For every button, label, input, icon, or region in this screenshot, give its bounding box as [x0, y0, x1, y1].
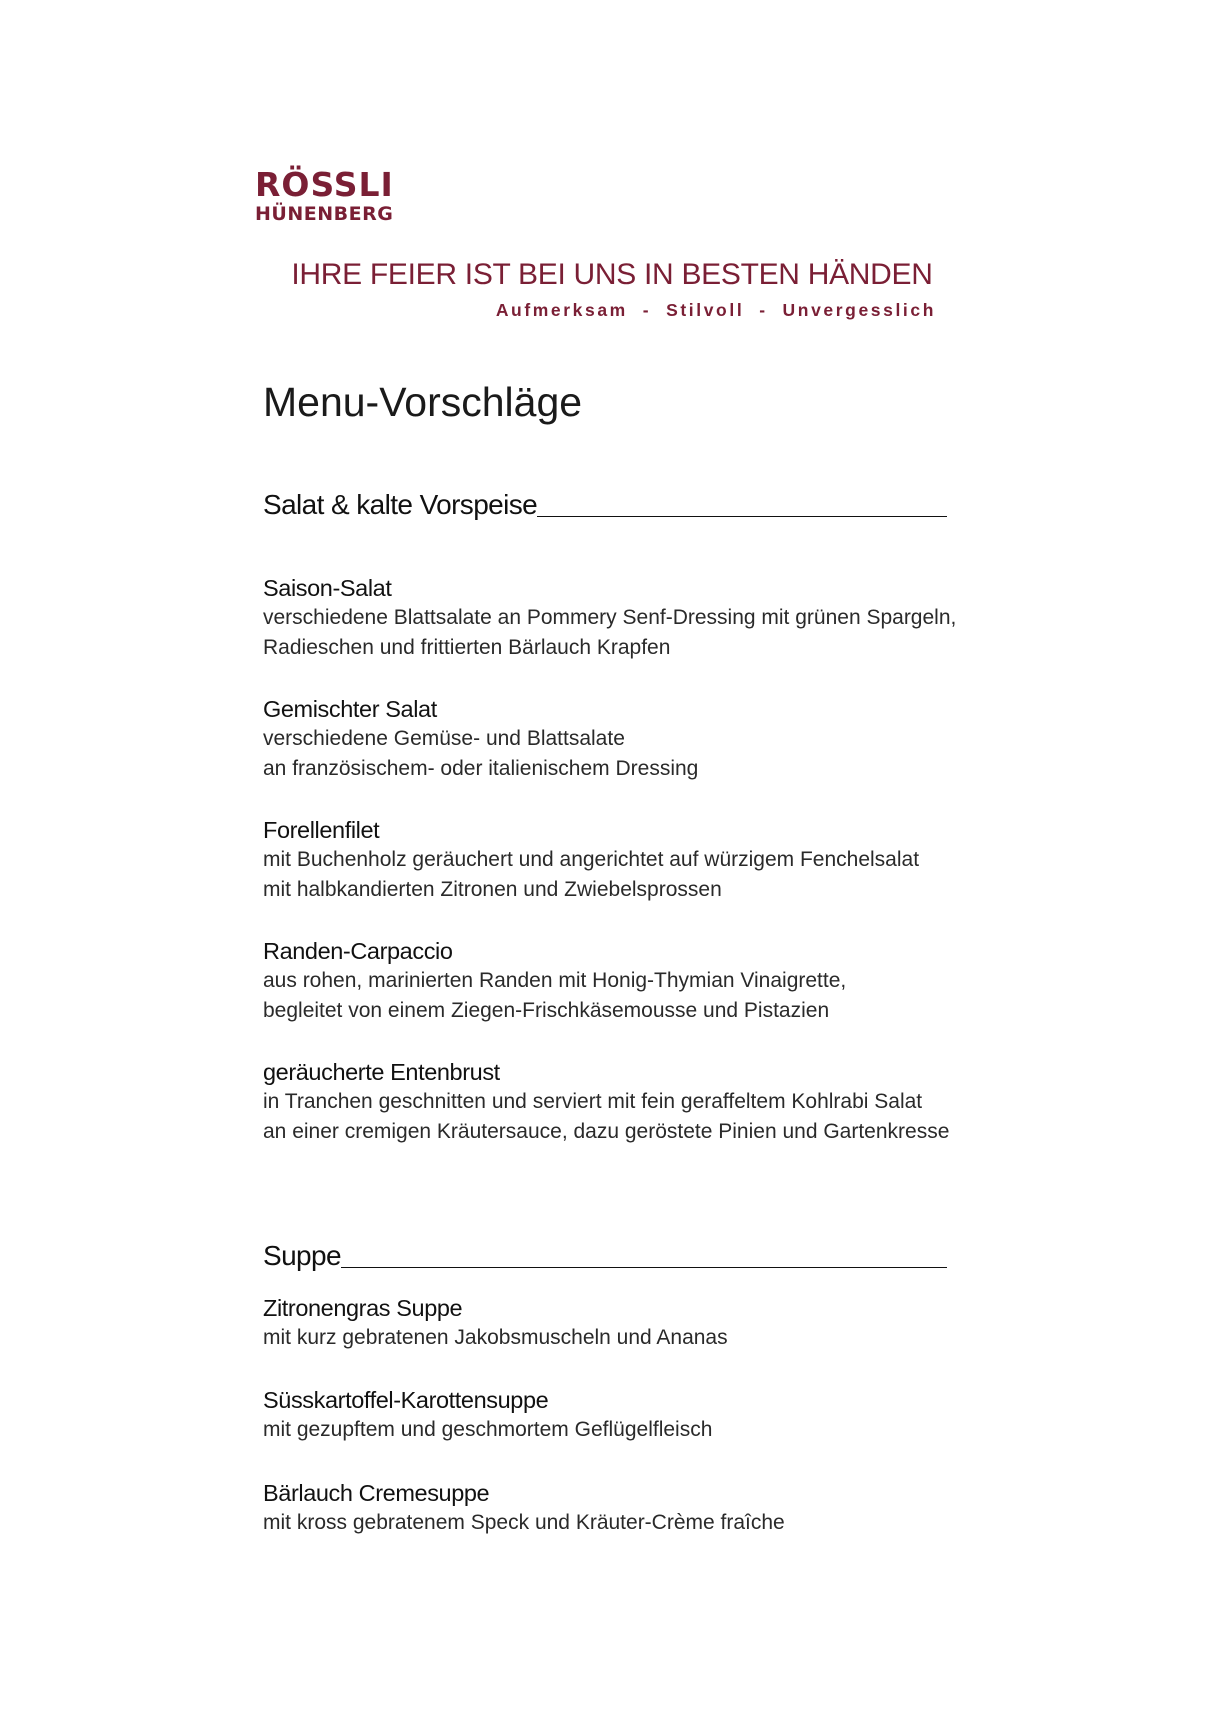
brand-name-line2: HÜNENBERG — [255, 203, 394, 225]
dish-name: Zitronengras Suppe — [263, 1295, 463, 1321]
menu-item — [263, 815, 1023, 905]
dish-description: in Tranchen geschnitten und serviert mit fein geraffeltem Kohlrabi Salat — [263, 1090, 923, 1113]
dish-name: geräucherte Entenbrust — [263, 1059, 500, 1085]
menu-item — [263, 936, 1023, 1026]
dish-description: mit gezupftem und geschmortem Geflügelfleisch — [263, 1418, 713, 1441]
section-heading-label: Suppe — [263, 1240, 341, 1271]
tagline-subline: Aufmerksam - Stilvoll - Unvergesslich — [495, 300, 936, 320]
dish-description: begleitet von einem Ziegen-Frischkäsemousse und Pistazien — [263, 999, 830, 1022]
dish-name: Bärlauch Cremesuppe — [263, 1480, 490, 1506]
dish-description: Radieschen und frittierten Bärlauch Krapfen — [263, 636, 671, 659]
section-heading-salat — [263, 488, 947, 522]
page-title: Menu-Vorschläge — [263, 379, 583, 425]
menu-item — [263, 1478, 1023, 1538]
dish-description: verschiedene Gemüse- und Blattsalate — [263, 727, 625, 750]
dish-name: Süsskartoffel-Karottensuppe — [263, 1387, 549, 1413]
dish-description: an französischem- oder italienischem Dressing — [263, 757, 699, 780]
dish-name: Gemischter Salat — [263, 696, 437, 722]
menu-item — [263, 573, 1023, 663]
dish-name: Forellenfilet — [263, 817, 380, 843]
brand-logo — [255, 165, 394, 225]
section-heading-rule — [341, 1267, 947, 1268]
tagline — [288, 258, 936, 321]
dish-description: aus rohen, marinierten Randen mit Honig-Thymian Vinaigrette, — [263, 969, 847, 992]
menu-item — [263, 1293, 1023, 1353]
dish-name: Randen-Carpaccio — [263, 938, 453, 964]
dish-description: mit halbkandierten Zitronen und Zwiebelsprossen — [263, 878, 722, 901]
brand-name-line1: RÖSSLI — [255, 165, 394, 204]
dish-description: mit kross gebratenem Speck und Kräuter-Crème fraîche — [263, 1511, 785, 1534]
tagline-headline: IHRE FEIER IST BEI UNS IN BESTEN HÄNDEN — [291, 258, 933, 291]
dish-description: verschiedene Blattsalate an Pommery Senf-Dressing mit grünen Spargeln, — [263, 606, 957, 629]
dish-description: mit kurz gebratenen Jakobsmuscheln und Ananas — [263, 1326, 728, 1349]
section-heading-rule — [537, 516, 947, 517]
menu-item — [263, 1057, 1023, 1147]
section-heading-label: Salat & kalte Vorspeise — [263, 489, 538, 520]
dish-description: an einer cremigen Kräutersauce, dazu geröstete Pinien und Gartenkresse — [263, 1120, 950, 1143]
menu-item — [263, 694, 1023, 784]
dish-description: mit Buchenholz geräuchert und angerichtet auf würzigem Fenchelsalat — [263, 848, 920, 871]
section-heading-suppe — [263, 1239, 947, 1273]
menu-item — [263, 1385, 1023, 1445]
dish-name: Saison-Salat — [263, 575, 392, 601]
